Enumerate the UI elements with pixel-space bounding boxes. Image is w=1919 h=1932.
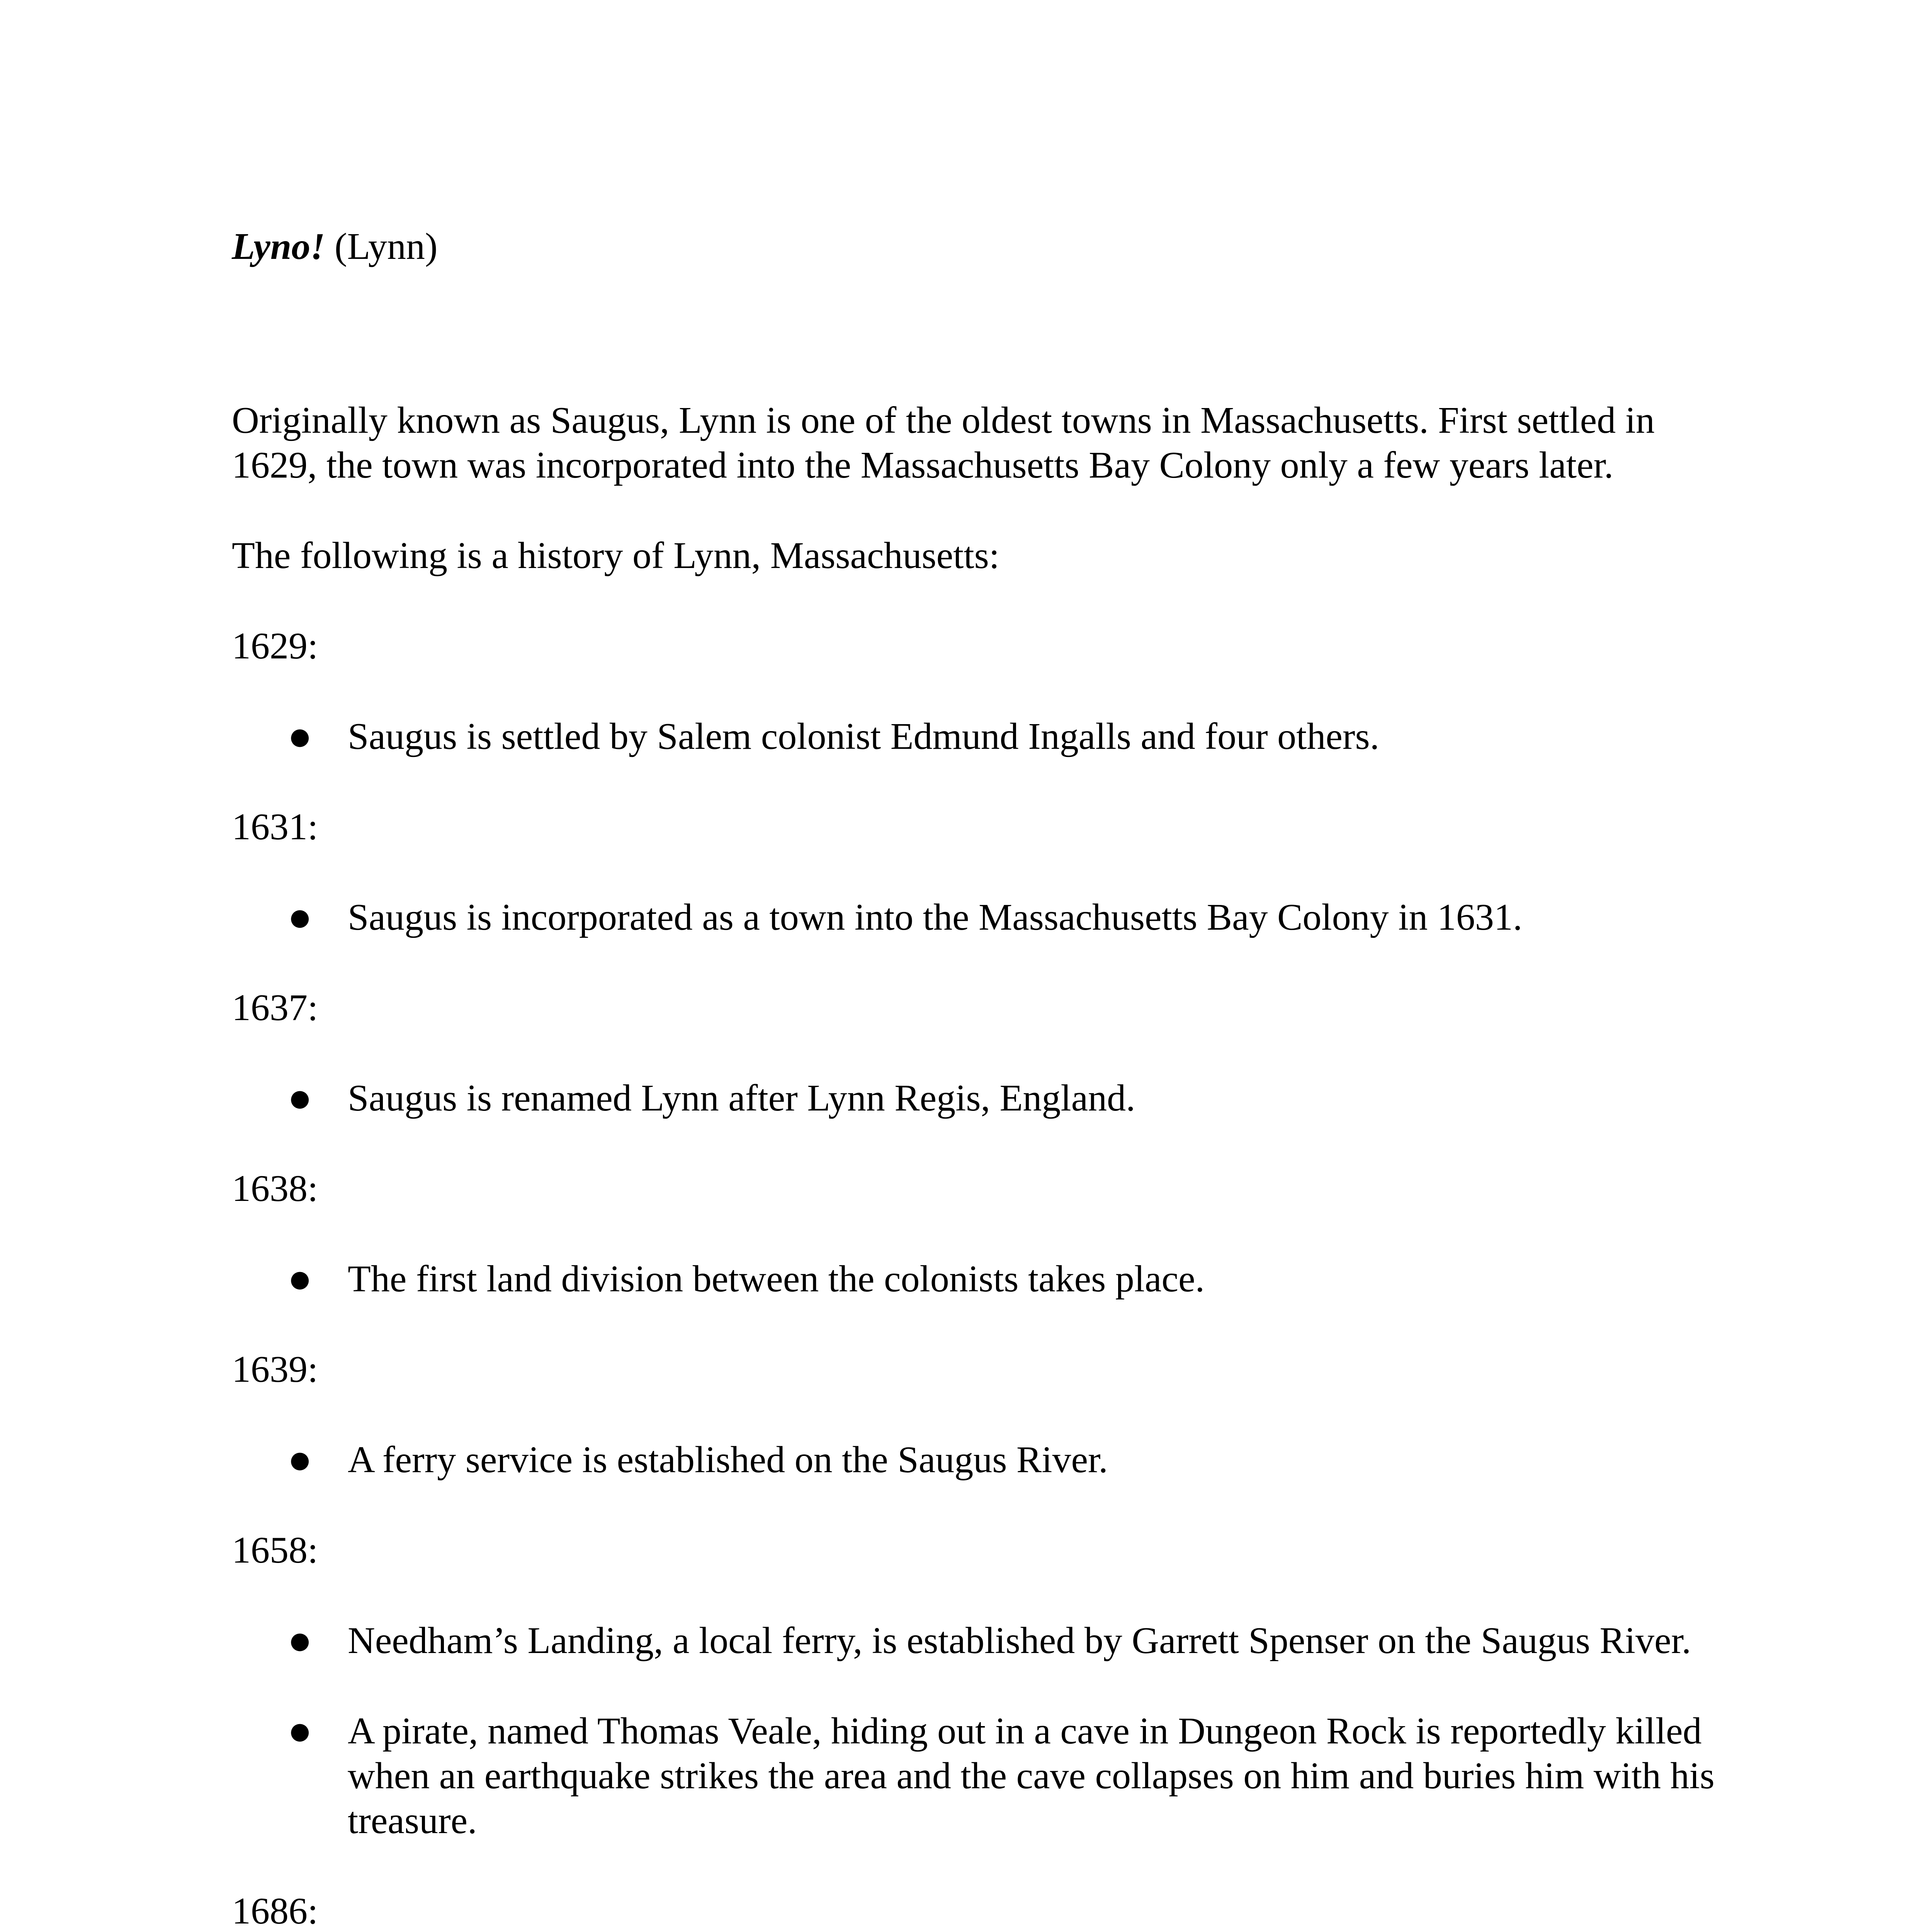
timeline-event-list [232,1437,1723,1482]
intro-paragraph: Originally known as Saugus, Lynn is one of the oldest towns in Massachusetts. First settled in 1629, the town was incorporated into the Massachusetts Bay Colony only a few years later. [232,400,1655,486]
timeline [232,624,1723,1932]
timeline-year: 1638: [232,1168,318,1209]
timeline-event-text: Needham’s Landing, a local ferry, is established by Garrett Spenser on the Saugus River. [348,1620,1691,1662]
timeline-event-list [232,1257,1723,1301]
bullet-icon: ● [290,1265,310,1293]
timeline-year: 1639: [232,1349,318,1390]
title-main: Lyno! [232,226,325,267]
timeline-event-text: Saugus is incorporated as a town into the Massachusetts Bay Colony in 1631. [348,896,1523,938]
bullet-icon: ● [290,1718,310,1745]
timeline-event [232,1257,1723,1301]
timeline-event [232,714,1723,759]
bullet-icon: ● [290,904,310,931]
timeline-year: 1658: [232,1529,318,1571]
timeline-year: 1631: [232,806,318,848]
bullet-icon: ● [290,1446,310,1473]
title-sub: (Lynn) [334,226,438,267]
timeline-event-list [232,714,1723,759]
timeline-event-text: Saugus is renamed Lynn after Lynn Regis, England. [348,1077,1135,1119]
timeline-event [232,895,1723,940]
document-title [232,224,1723,278]
timeline-year: 1686: [232,1890,318,1932]
timeline-event [232,1437,1723,1482]
document-body [232,224,1723,1932]
lead-paragraph: The following is a history of Lynn, Massachusetts: [232,535,999,577]
timeline-year: 1629: [232,625,318,667]
timeline-event-list [232,1618,1723,1843]
timeline-event-text: Saugus is settled by Salem colonist Edmund Ingalls and four others. [348,716,1380,757]
timeline-event [232,1076,1723,1121]
bullet-icon: ● [290,1627,310,1654]
timeline-event [232,1618,1723,1663]
timeline-event-list [232,1076,1723,1121]
timeline-event-list [232,895,1723,940]
bullet-icon: ● [290,723,310,750]
timeline-event-text: A ferry service is established on the Saugus River. [348,1439,1108,1481]
timeline-event-text: A pirate, named Thomas Veale, hiding out in a cave in Dungeon Rock is reportedly killed when an earthquake strikes the area and the cave collapses on him and buries him with his treasure. [348,1710,1715,1842]
timeline-event-text: The first land division between the colonists takes place. [348,1258,1205,1300]
timeline-year: 1637: [232,987,318,1029]
bullet-icon: ● [290,1085,310,1112]
timeline-event [232,1709,1723,1843]
